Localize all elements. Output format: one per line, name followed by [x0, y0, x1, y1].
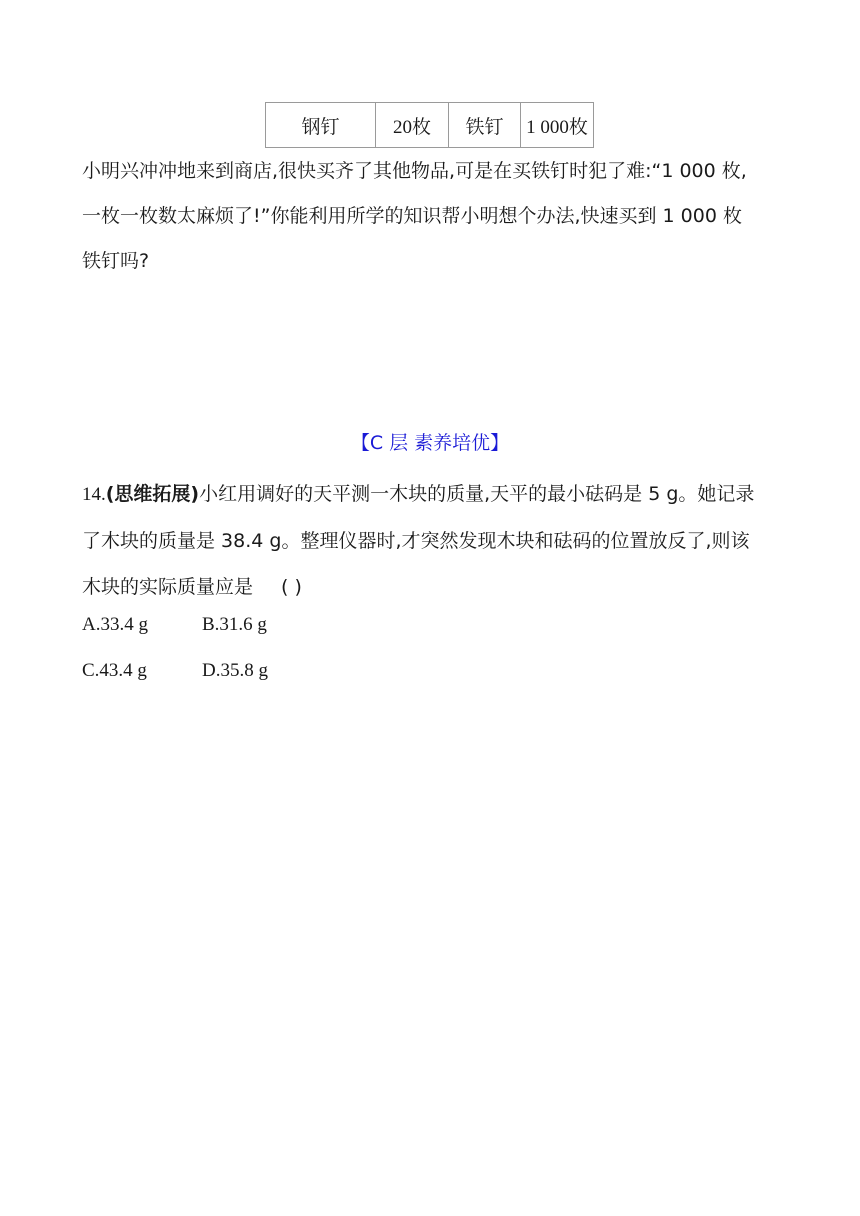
- problem13-text: [82, 149, 782, 284]
- problem14-line1-text: 小红用调好的天平测一木块的质量,天平的最小砝码是 5 g。她记录: [199, 483, 755, 505]
- problem14: [82, 471, 782, 610]
- options-row-1: [82, 602, 322, 648]
- table-cell-item1: 钢钉: [266, 103, 376, 148]
- table-cell-qty2: 1 000枚: [521, 103, 594, 148]
- problem14-number: 14.: [82, 484, 106, 505]
- option-c: C.43.4 g: [82, 660, 147, 681]
- problem14-line3-text: 木块的实际质量应是: [82, 576, 254, 598]
- problem13-line2: 一枚一枚数太麻烦了!”你能利用所学的知识帮小明想个办法,快速买到 1 000 枚: [82, 205, 742, 227]
- problem14-options: [82, 602, 322, 694]
- option-d: D.35.8 g: [202, 660, 268, 681]
- materials-table: [265, 102, 594, 148]
- problem14-tag: (思维拓展): [105, 483, 200, 505]
- answer-paren: ( ): [281, 576, 302, 598]
- problem13-line1: 小明兴冲冲地来到商店,很快买齐了其他物品,可是在买铁钉时犯了难:“1 000 枚,: [82, 160, 747, 182]
- table-cell-item2: 铁钉: [449, 103, 521, 148]
- section-heading: 【C 层 素养培优】: [350, 432, 510, 454]
- option-a: A.33.4 g: [82, 614, 148, 635]
- table-cell-qty1: 20枚: [376, 103, 449, 148]
- problem14-line2: 了木块的质量是 38.4 g。整理仪器时,才突然发现木块和砝码的位置放反了,则该: [82, 530, 750, 552]
- option-b: B.31.6 g: [202, 614, 267, 635]
- problem14-line1: [82, 471, 782, 518]
- options-row-2: [82, 648, 322, 694]
- table-row: [266, 103, 594, 148]
- problem13-line3: 铁钉吗?: [82, 250, 150, 272]
